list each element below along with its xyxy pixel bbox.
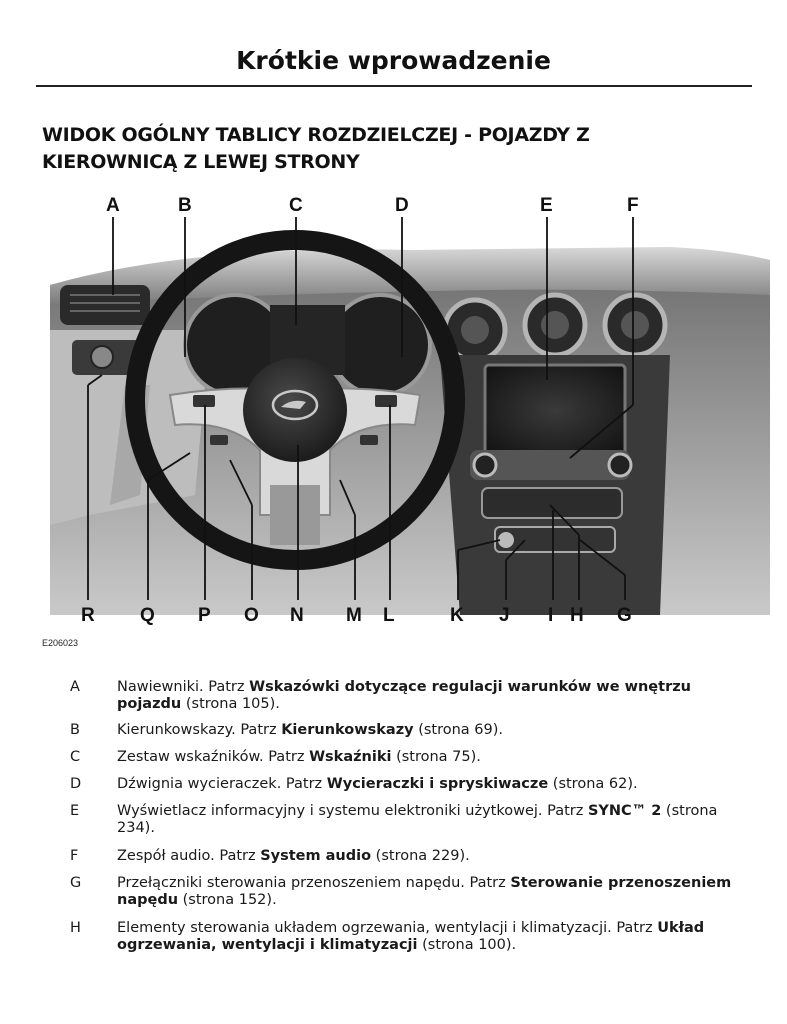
legend-text: Zestaw wskaźników. Patrz Wskaźniki (strona 75). xyxy=(117,749,481,765)
legend-letter: A xyxy=(70,679,80,695)
legend-letter: H xyxy=(70,920,81,936)
section-heading-line-2: KIEROWNICĄ Z LEWEJ STRONY xyxy=(42,151,360,173)
legend-reference[interactable]: Układ ogrzewania, wentylacji i klimatyzacji xyxy=(117,920,705,953)
legend-letter: B xyxy=(70,722,80,738)
legend-reference[interactable]: System audio xyxy=(260,848,372,864)
legend-letter: C xyxy=(70,749,81,765)
legend-letter: G xyxy=(70,875,82,891)
title-rule xyxy=(36,85,752,87)
legend-reference[interactable]: Sterowanie przenoszeniem napędu xyxy=(117,875,732,908)
legend-reference[interactable]: SYNC™ 2 xyxy=(587,803,662,819)
callout-d: D xyxy=(395,195,409,216)
callout-r: R xyxy=(81,605,95,626)
legend-text: Zespół audio. Patrz System audio (strona 229). xyxy=(117,848,470,864)
callout-l: L xyxy=(383,605,395,626)
figure-code: E206023 xyxy=(42,638,79,648)
callout-a: A xyxy=(106,195,120,216)
callout-g: G xyxy=(617,605,632,626)
section-heading xyxy=(42,122,722,176)
callout-q: Q xyxy=(140,605,155,626)
legend-text: Dźwignia wycieraczek. Patrz Wycieraczki i spryskiwacze (strona 62). xyxy=(117,776,638,792)
legend-letter: D xyxy=(70,776,82,792)
callout-o: O xyxy=(244,605,259,626)
callout-b: B xyxy=(178,195,192,216)
dashboard-figure xyxy=(30,195,770,655)
climate-controls xyxy=(482,488,622,518)
legend-text: Przełączniki sterowania przenoszeniem napędu. Patrz Sterowanie przenoszeniem napędu (strona 152). xyxy=(117,875,732,908)
callout-m: M xyxy=(346,605,362,626)
legend-letter: E xyxy=(70,803,80,819)
legend-text: Elementy sterowania układem ogrzewania, wentylacji i klimatyzacji. Patrz Układ ogrzewania, wentylacji i klimatyzacji (strona 100). xyxy=(117,920,705,953)
steering-wheel-hub xyxy=(243,358,347,462)
callout-i: I xyxy=(548,605,554,626)
legend-letter: F xyxy=(70,848,79,864)
page-title: Krótkie wprowadzenie xyxy=(236,46,551,75)
steering-column xyxy=(270,485,320,545)
callout-h: H xyxy=(570,605,584,626)
callout-j: J xyxy=(499,605,510,626)
section-heading-line-1: WIDOK OGÓLNY TABLICY ROZDZIELCZEJ - POJAZDY Z xyxy=(42,124,590,146)
legend-reference[interactable]: Wskazówki dotyczące regulacji warunków we wnętrzu pojazdu xyxy=(117,679,691,712)
legend-text: Kierunkowskazy. Patrz Kierunkowskazy (strona 69). xyxy=(117,722,504,738)
infotainment-screen xyxy=(485,365,625,455)
callout-k: K xyxy=(450,605,464,626)
legend-reference[interactable]: Wskaźniki xyxy=(309,749,392,765)
legend-text: Nawiewniki. Patrz Wskazówki dotyczące regulacji warunków we wnętrzu pojazdu (strona 105). xyxy=(117,679,691,712)
dashboard-illustration xyxy=(30,195,770,655)
left-air-vent xyxy=(60,285,150,325)
legend-reference[interactable]: Kierunkowskazy xyxy=(281,722,414,738)
callout-n: N xyxy=(290,605,304,626)
callout-f: F xyxy=(627,195,639,216)
callout-c: C xyxy=(289,195,303,216)
callout-e: E xyxy=(540,195,553,216)
callout-p: P xyxy=(198,605,211,626)
legend-text: Wyświetlacz informacyjny i systemu elektroniki użytkowej. Patrz SYNC™ 2 (strona 234). xyxy=(117,803,718,836)
legend-reference[interactable]: Wycieraczki i spryskiwacze xyxy=(326,776,549,792)
